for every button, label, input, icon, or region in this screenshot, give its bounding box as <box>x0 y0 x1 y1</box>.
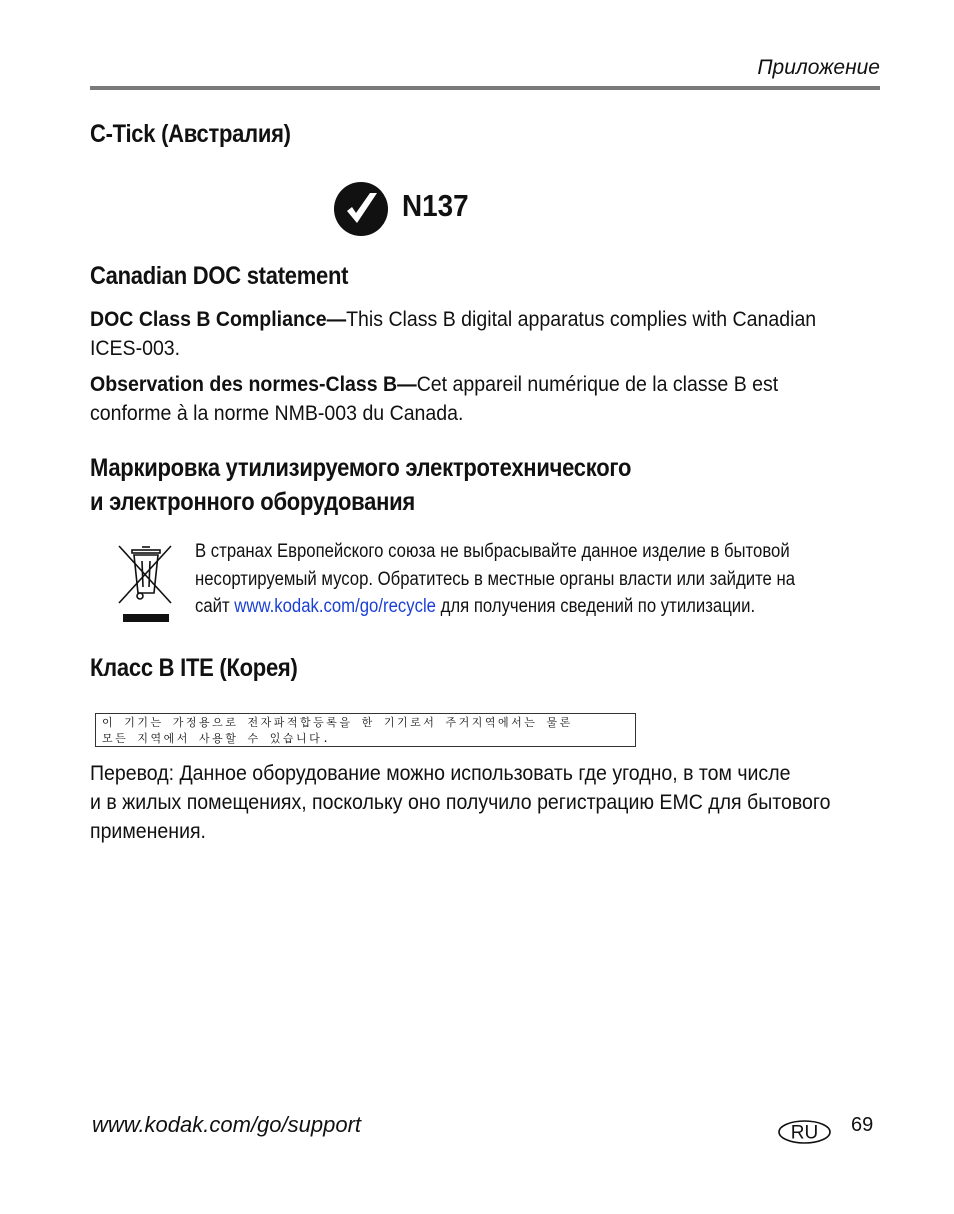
doc-fr-text-2: conforme à la norme NMB-003 du Canada. <box>90 402 464 425</box>
doc-fr-label: Observation des normes-Class B— <box>90 373 417 396</box>
ctick-logo-icon <box>333 181 389 237</box>
ctick-code: N137 <box>402 188 469 223</box>
section-label: Приложение <box>757 56 880 79</box>
header-rule <box>90 86 880 90</box>
korea-notice-line1: 이 기기는 가정용으로 전자파적합등록을 한 기기로서 주거지역에서는 물론 <box>102 716 573 729</box>
weee-line3-post: для получения сведений по утилизации. <box>435 596 756 617</box>
doc-fr-text: Cet appareil numérique de la classe B est <box>416 373 779 396</box>
language-code: RU <box>790 1122 819 1144</box>
doc-en-label: DOC Class B Compliance— <box>90 308 347 331</box>
doc-en-paragraph <box>90 305 834 363</box>
weee-line1: В странах Европейского союза не выбрасывайте данное изделие в бытовой <box>195 541 790 562</box>
doc-en-text-2: ICES-003. <box>90 337 181 360</box>
weee-text <box>195 538 795 621</box>
korea-notice-line2: 모든 지역에서 사용할 수 있습니다. <box>102 732 332 745</box>
korea-heading: Класс B ITE (Корея) <box>90 654 298 682</box>
doc-fr-paragraph <box>90 370 834 428</box>
page-number: 69 <box>851 1114 874 1136</box>
weee-heading <box>90 451 631 519</box>
language-badge <box>778 1120 831 1144</box>
korea-notice-box <box>95 713 636 747</box>
weee-line3-pre: сайт <box>195 596 235 617</box>
recycle-link[interactable]: www.kodak.com/go/recycle <box>234 596 436 617</box>
translation-line1: Перевод: Данное оборудование можно использовать где угодно, в том числе <box>90 762 791 785</box>
weee-heading-line2: и электронного оборудования <box>90 488 415 516</box>
weee-heading-line1: Маркировка утилизируемого электротехнического <box>90 454 632 482</box>
ctick-heading: C-Tick (Австралия) <box>90 120 291 148</box>
korea-translation <box>90 759 834 846</box>
doc-heading: Canadian DOC statement <box>90 262 349 290</box>
doc-en-text: This Class B digital apparatus complies with Canadian <box>346 308 817 331</box>
translation-line2: и в жилых помещениях, поскольку оно получило регистрацию EMC для бытового <box>90 791 831 814</box>
weee-line2: несортируемый мусор. Обратитесь в местные органы власти или зайдите на <box>195 568 796 590</box>
translation-line3: применения. <box>90 820 206 843</box>
crossed-bin-icon <box>116 541 174 625</box>
footer-support-url[interactable]: www.kodak.com/go/support <box>92 1112 362 1137</box>
